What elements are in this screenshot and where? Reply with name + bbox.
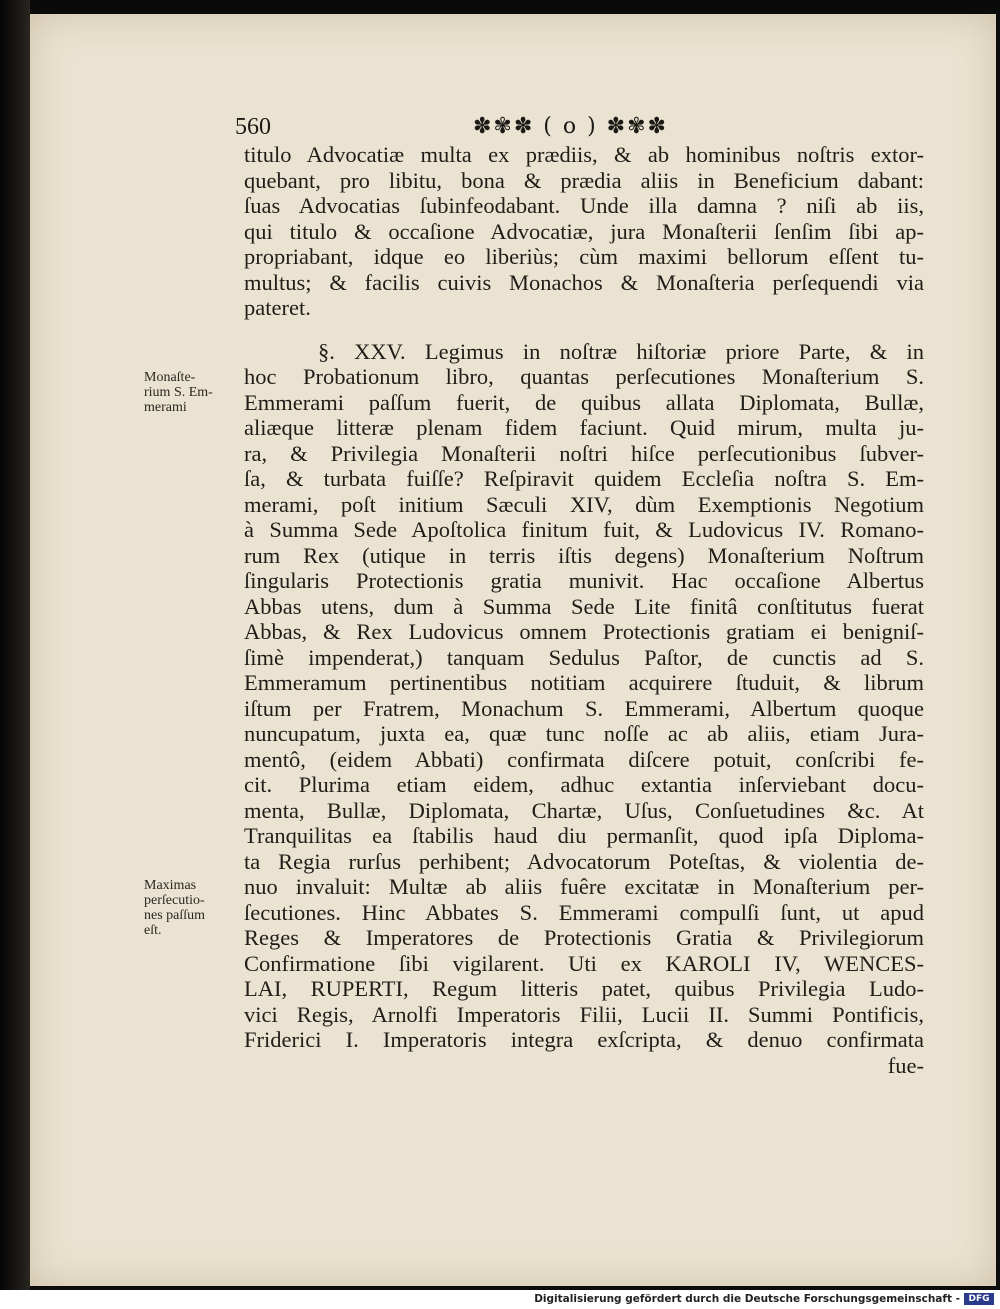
margin-note-monasterium [144, 370, 240, 415]
text-line: ra, & Privilegia Monaſterii noſtri hiſce perſecutionibus ſubver- [244, 440, 924, 466]
text-line: Emmeramum pertinentibus notitiam acquirere ſtuduit, & librum [244, 670, 924, 695]
scan-top-border [0, 0, 1000, 14]
text-line: multus; & facilis cuivis Monachos & Monaſteria perſequendi via [244, 269, 924, 295]
text-line: menta, Bullæ, Diplomata, Chartæ, Uſus, Conſuetudines &c. At [244, 797, 924, 823]
digitization-footer [0, 1290, 1000, 1309]
text-line: Emmerami paſſum fuerit, de quibus allata Diplomata, Bullæ, [244, 389, 924, 415]
text-line: cit. Plurima etiam eidem, adhuc extantia inſerviebant docu- [244, 772, 924, 797]
margin-note-line: merami [144, 400, 187, 415]
text-line: pateret. [244, 295, 311, 320]
text-line: vici Regis, Arnolfi Imperatoris Filii, Lucii II. Summi Pontificis, [244, 1001, 924, 1027]
paragraph-first-line: §. XXV. Legimus in noſtræ hiſtoriæ priore Parte, & in [318, 338, 924, 364]
text-line: Reges & Imperatores de Protectionis Gratia & Privilegiorum [244, 925, 924, 950]
text-line: rum Rex (utique in terris iſtis degens) Monaſterium Noſtrum [244, 542, 924, 568]
scan-left-border [0, 0, 30, 1290]
text-line: propriabant, idque eo liberiùs; cùm maximi bellorum eſſent tu- [244, 244, 924, 269]
margin-note-line: eſt. [144, 923, 162, 938]
text-line: iſtum per Fratrem, Monachum S. Emmerami, Albertum quoque [244, 695, 924, 721]
text-line: hoc Probationum libro, quantas perſecutiones Monaſterium S. [244, 364, 924, 389]
text-line: ta Regia rurſus perhibent; Advocatorum Poteſtas, & violentia de- [244, 848, 924, 874]
funding-notice: Digitalisierung gefördert durch die Deutsche Forschungsgemeinschaft - [534, 1293, 960, 1305]
margin-note-persecutiones [144, 878, 240, 938]
text-line: ſingularis Protectionis gratia munivit. Hac occaſione Albertus [244, 568, 924, 593]
text-line: qui titulo & occaſione Advocatiæ, jura Monaſterii ſenſim ſibi ap- [244, 218, 924, 244]
text-line: nuo invaluit: Multæ ab aliis fuêre excitatæ in Monaſterium per- [244, 874, 924, 899]
text-line: nuncupatum, juxta ea, quæ tunc noſſe ac ab aliis, etiam Jura- [244, 721, 924, 746]
text-line: ſuas Advocatias ſubinfeodabant. Unde illa damna ? niſi ab iis, [244, 193, 924, 218]
text-line: Tranquilitas ea ſtabilis haud diu permanſit, quod ipſa Diploma- [244, 823, 924, 848]
text-line: Abbas utens, dum à Summa Sede Lite finitâ conſtitutus fuerat [244, 593, 924, 619]
running-head [235, 114, 925, 144]
margin-note-line: nes paſſum [144, 908, 206, 923]
text-line: titulo Advocatiæ multa ex prædiis, & ab hominibus noſtris extor- [244, 142, 924, 167]
text-line: aliæque litteræ plenam fidem faciunt. Quid mirum, multa ju- [244, 415, 924, 440]
margin-note-line: perſecutio- [144, 893, 205, 908]
text-line: ſimè impenderat,) tanquam Sedulus Paſtor, de cunctis ad S. [244, 644, 924, 670]
text-line: ſecutiones. Hinc Abbates S. Emmerami compulſi ſunt, ut apud [244, 899, 924, 925]
text-line: Friderici I. Imperatoris integra exſcripta, & denuo confirmata [244, 1027, 924, 1052]
text-line: quebant, pro libitu, bona & prædia aliis in Beneficium dabant: [244, 167, 924, 193]
text-line: Abbas, & Rex Ludovicus omnem Protectionis gratiam ei benigniſ- [244, 619, 924, 644]
dfg-logo: DFG [964, 1293, 994, 1305]
catchword: fue- [887, 1052, 924, 1078]
margin-note-line: rium S. Em- [144, 385, 213, 400]
main-text [244, 142, 924, 1078]
margin-note-line: Maximas [144, 878, 197, 893]
text-line: LAI, RUPERTI, Regum litteris patet, quibus Privilegia Ludo- [244, 976, 924, 1001]
header-ornament: ✽✾✽ ( o ) ✽✾✽ [473, 114, 668, 139]
margin-note-line: Monaſte- [144, 370, 196, 385]
text-line: à Summa Sede Apoſtolica finitum fuit, & Ludovicus IV. Romano- [244, 517, 924, 542]
text-line: merami, poſt initium Sæculi XIV, dùm Exemptionis Negotium [244, 491, 924, 517]
text-line: Confirmatione ſibi vigilarent. Uti ex KAROLI IV, WENCES- [244, 950, 924, 976]
text-line: ſa, & turbata fuiſſe? Reſpiravit quidem Eccleſia noſtra S. Em- [244, 466, 924, 491]
text-line: mentô, (eidem Abbati) confirmata diſcere potuit, conſcribi fe- [244, 746, 924, 772]
page-number: 560 [235, 114, 271, 140]
